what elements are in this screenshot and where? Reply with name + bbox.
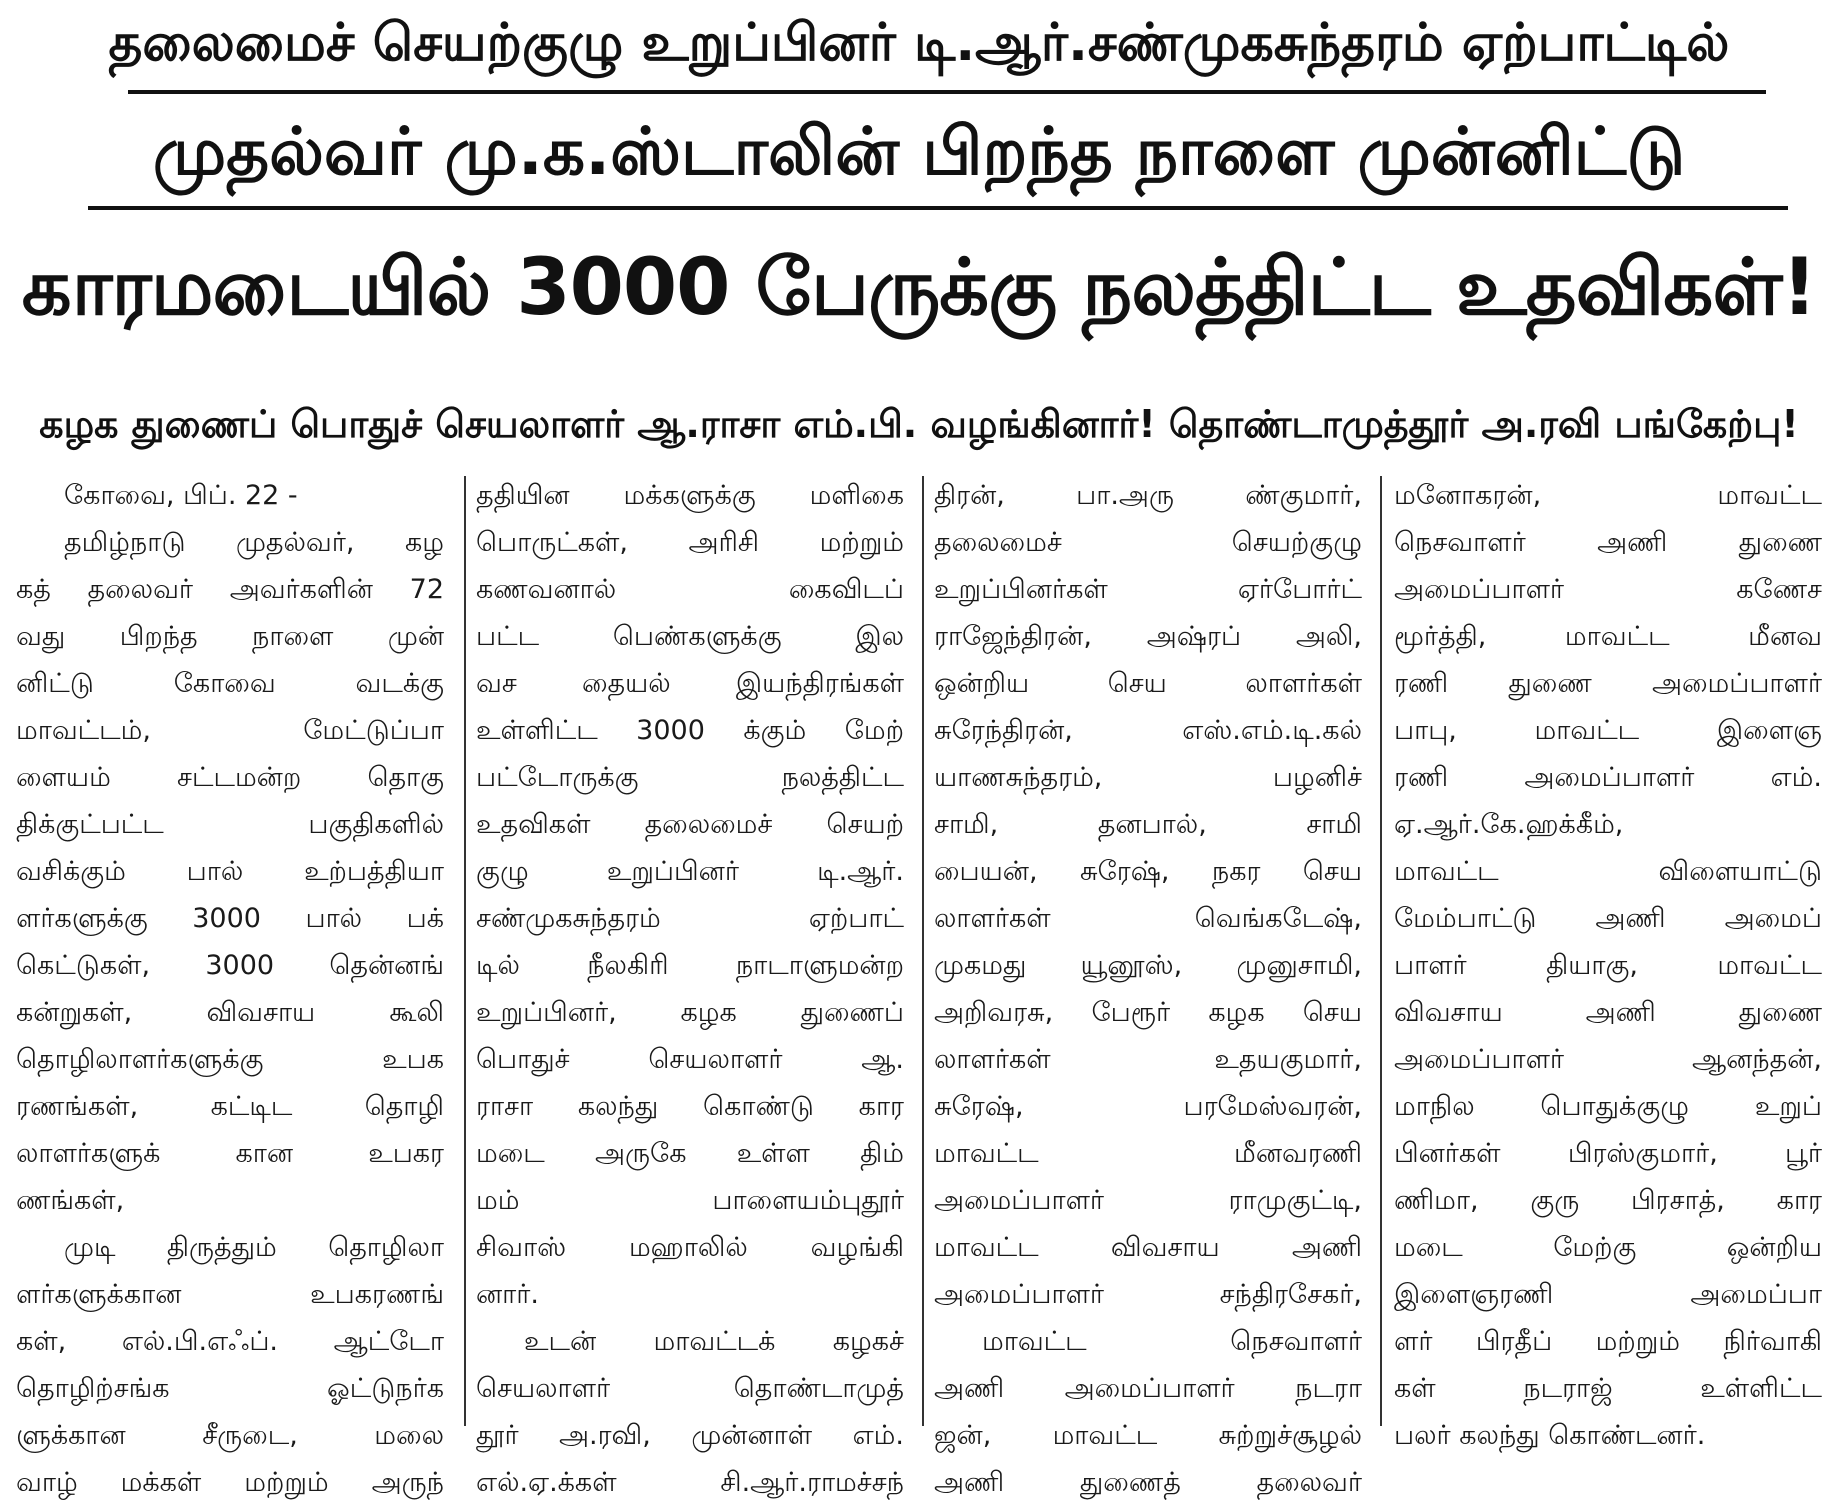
article-line: லாளர்கள் வெங்கடேஷ், <box>934 903 1362 934</box>
article-line: கள், எல்.பி.எஃப். ஆட்டோ <box>16 1326 444 1357</box>
article-line: மடை மேற்கு ஒன்றிய <box>1394 1232 1822 1263</box>
article-line: ராசா கலந்து கொண்டு கார <box>476 1091 904 1122</box>
article-line: அமைப்பாளர் கணேச <box>1394 574 1822 605</box>
article-line: அமைப்பாளர் சந்திரசேகர், <box>934 1279 1362 1310</box>
article-line: கத் தலைவர் அவர்களின் 72 <box>16 574 444 605</box>
article-line: தலைமைச் செயற்குழு <box>934 527 1362 558</box>
article-line: திரன், பா.அரு ண்குமார், <box>934 480 1362 511</box>
article-line: கள் நடராஜ் உள்ளிட்ட <box>1394 1373 1822 1404</box>
article-line: கோவை, பிப். 22 - <box>64 480 298 511</box>
article-line: மாவட்ட விளையாட்டு <box>1394 856 1822 887</box>
article-line: லாளர்கள் உதயகுமார், <box>934 1044 1362 1075</box>
article-line: ளையம் சட்டமன்ற தொகு <box>16 762 444 793</box>
article-line: உறுப்பினர், கழக துணைப் <box>476 997 904 1028</box>
article-line: வச தையல் இயந்திரங்கள் <box>476 668 904 699</box>
column-divider <box>922 476 924 1426</box>
article-line: ரணங்கள், கட்டிட தொழி <box>16 1091 444 1122</box>
article-line: செயலாளர் தொண்டாமுத் <box>476 1373 904 1404</box>
article-column-2 <box>476 472 904 1498</box>
article-line: அமைப்பாளர் ஆனந்தன், <box>1394 1044 1822 1075</box>
article-line: பட்டோருக்கு நலத்திட்ட <box>476 762 904 793</box>
article-line: திக்குட்பட்ட பகுதிகளில் <box>16 809 444 840</box>
article-line: உறுப்பினர்கள் ஏர்போர்ட் <box>934 574 1362 605</box>
article-line: கணவனால் கைவிடப் <box>476 574 904 605</box>
article-line: மாவட்ட மீனவரணி <box>934 1138 1362 1169</box>
article-line: ரணி அமைப்பாளர் எம். <box>1394 762 1822 793</box>
article-line: ராஜேந்திரன், அஷ்ரப் அலி, <box>934 621 1362 652</box>
article-line: லாளர்களுக் கான உபகர <box>16 1138 444 1169</box>
article-line: இளைஞரணி அமைப்பா <box>1394 1279 1822 1310</box>
article-line: மம் பாளையம்புதூர் <box>476 1185 904 1216</box>
article-line: வசிக்கும் பால் உற்பத்தியா <box>16 856 444 887</box>
article-line: தொழிற்சங்க ஓட்டுநர்க <box>16 1373 444 1404</box>
article-line: மேம்பாட்டு அணி அமைப் <box>1394 903 1822 934</box>
article-line: னார். <box>476 1279 539 1310</box>
article-line: அணி அமைப்பாளர் நடரா <box>934 1373 1362 1404</box>
headline-line-2: முதல்வர் மு.க.ஸ்டாலின் பிறந்த நாளை முன்னிட்டு <box>152 113 1686 190</box>
article-line: அறிவரசு, பேரூர் கழக செய <box>934 997 1362 1028</box>
subheadline: கழக துணைப் பொதுச் செயலாளர் ஆ.ராசா எம்.பி. வழங்கினார்! தொண்டாமுத்தூர் அ.ரவி பங்கேற்பு! <box>39 402 1799 446</box>
article-line: ளர் பிரதீப் மற்றும் நிர்வாகி <box>1394 1326 1822 1357</box>
article-line: தமிழ்நாடு முதல்வர், கழ <box>64 527 444 558</box>
article-line: பாளர் தியாகு, மாவட்ட <box>1394 950 1822 981</box>
article-line: உதவிகள் தலைமைச் செயற் <box>476 809 904 840</box>
article-line: மடை அருகே உள்ள திம் <box>476 1138 904 1169</box>
article-line: ளுக்கான சீருடை, மலை <box>16 1420 444 1451</box>
article-column-1 <box>16 472 444 1498</box>
article-line: மாநில பொதுக்குழு உறுப் <box>1394 1091 1822 1122</box>
article-line: உள்ளிட்ட 3000 க்கும் மேற் <box>476 715 904 746</box>
article-line: சிவாஸ் மஹாலில் வழங்கி <box>476 1232 904 1263</box>
article-line: டில் நீலகிரி நாடாளுமன்ற <box>476 950 904 981</box>
article-line: பட்ட பெண்களுக்கு இல <box>476 621 904 652</box>
headline-line-1: தலைமைச் செயற்குழு உறுப்பினர் டி.ஆர்.சண்முகசுந்தரம் ஏற்பாட்டில் <box>108 13 1730 73</box>
article-line: எல்.ஏ.க்கள் சி.ஆர்.ராமச்சந் <box>476 1467 904 1498</box>
article-line: பலர் கலந்து கொண்டனர். <box>1394 1420 1706 1451</box>
column-divider <box>1380 476 1382 1426</box>
article-line: ததியின மக்களுக்கு மளிகை <box>476 480 904 511</box>
article-line: விவசாய அணி துணை <box>1394 997 1822 1028</box>
article-line: பினர்கள் பிரஸ்குமார், பூர் <box>1394 1138 1822 1169</box>
article-line: வாழ் மக்கள் மற்றும் அருந் <box>16 1467 444 1498</box>
article-line: சாமி, தனபால், சாமி <box>934 809 1362 840</box>
article-line: வது பிறந்த நாளை முன் <box>16 621 444 652</box>
headline-underline-2 <box>88 206 1788 210</box>
article-line: தூர் அ.ரவி, முன்னாள் எம். <box>476 1420 904 1451</box>
article-line: முடி திருத்தும் தொழிலா <box>64 1232 444 1263</box>
article-line: பையன், சுரேஷ், நகர செய <box>934 856 1362 887</box>
article-line: முகமது யூனூஸ், முனுசாமி, <box>934 950 1362 981</box>
article-line: ஏ.ஆர்.கே.ஹக்கீம், <box>1394 809 1624 840</box>
article-line: ஒன்றிய செய லாளர்கள் <box>934 668 1362 699</box>
article-line: மனோகரன், மாவட்ட <box>1394 480 1822 511</box>
article-column-3 <box>934 472 1362 1498</box>
article-line: ணங்கள், <box>16 1185 125 1216</box>
article-line: அமைப்பாளர் ராமுகுட்டி, <box>934 1185 1362 1216</box>
article-line: மாவட்ட விவசாய அணி <box>934 1232 1362 1263</box>
article-line: ஜன், மாவட்ட சுற்றுச்சூழல் <box>934 1420 1362 1451</box>
article-line: பொதுச் செயலாளர் ஆ. <box>476 1044 904 1075</box>
article-line: தொழிலாளர்களுக்கு உபக <box>16 1044 444 1075</box>
article-line: சண்முகசுந்தரம் ஏற்பாட் <box>476 903 904 934</box>
main-headline: காரமடையில் 3000 பேருக்கு நலத்திட்ட உதவிகள்! <box>21 243 1817 333</box>
article-line: கெட்டுகள், 3000 தென்னங் <box>16 950 444 981</box>
article-line: கன்றுகள், விவசாய கூலி <box>16 997 444 1028</box>
article-line: சுரேஷ், பரமேஸ்வரன், <box>934 1091 1362 1122</box>
article-line: மாவட்டம், மேட்டுப்பா <box>16 715 444 746</box>
article-line: பொருட்கள், அரிசி மற்றும் <box>476 527 904 558</box>
article-line: மூர்த்தி, மாவட்ட மீனவ <box>1394 621 1822 652</box>
article-line: ளர்களுக்கு 3000 பால் பக் <box>16 903 444 934</box>
article-line: சுரேந்திரன், எஸ்.எம்.டி.கல் <box>934 715 1362 746</box>
article-line: உடன் மாவட்டக் கழகச் <box>524 1326 904 1357</box>
column-divider <box>464 476 466 1426</box>
article-line: மாவட்ட நெசவாளர் <box>982 1326 1362 1357</box>
article-line: ளர்களுக்கான உபகரணங் <box>16 1279 444 1310</box>
article-line: ணிமா, குரு பிரசாத், கார <box>1394 1185 1822 1216</box>
article-line: குழு உறுப்பினர் டி.ஆர். <box>476 856 904 887</box>
article-line: னிட்டு கோவை வடக்கு <box>16 668 444 699</box>
headline-underline-1 <box>128 90 1766 94</box>
article-line: பாபு, மாவட்ட இளைஞ <box>1394 715 1822 746</box>
article-line: யாணசுந்தரம், பழனிச் <box>934 762 1362 793</box>
article-column-4 <box>1394 472 1822 1451</box>
article-line: அணி துணைத் தலைவர் <box>934 1467 1362 1498</box>
article-line: ரணி துணை அமைப்பாளர் <box>1394 668 1822 699</box>
article-line: நெசவாளர் அணி துணை <box>1394 527 1822 558</box>
